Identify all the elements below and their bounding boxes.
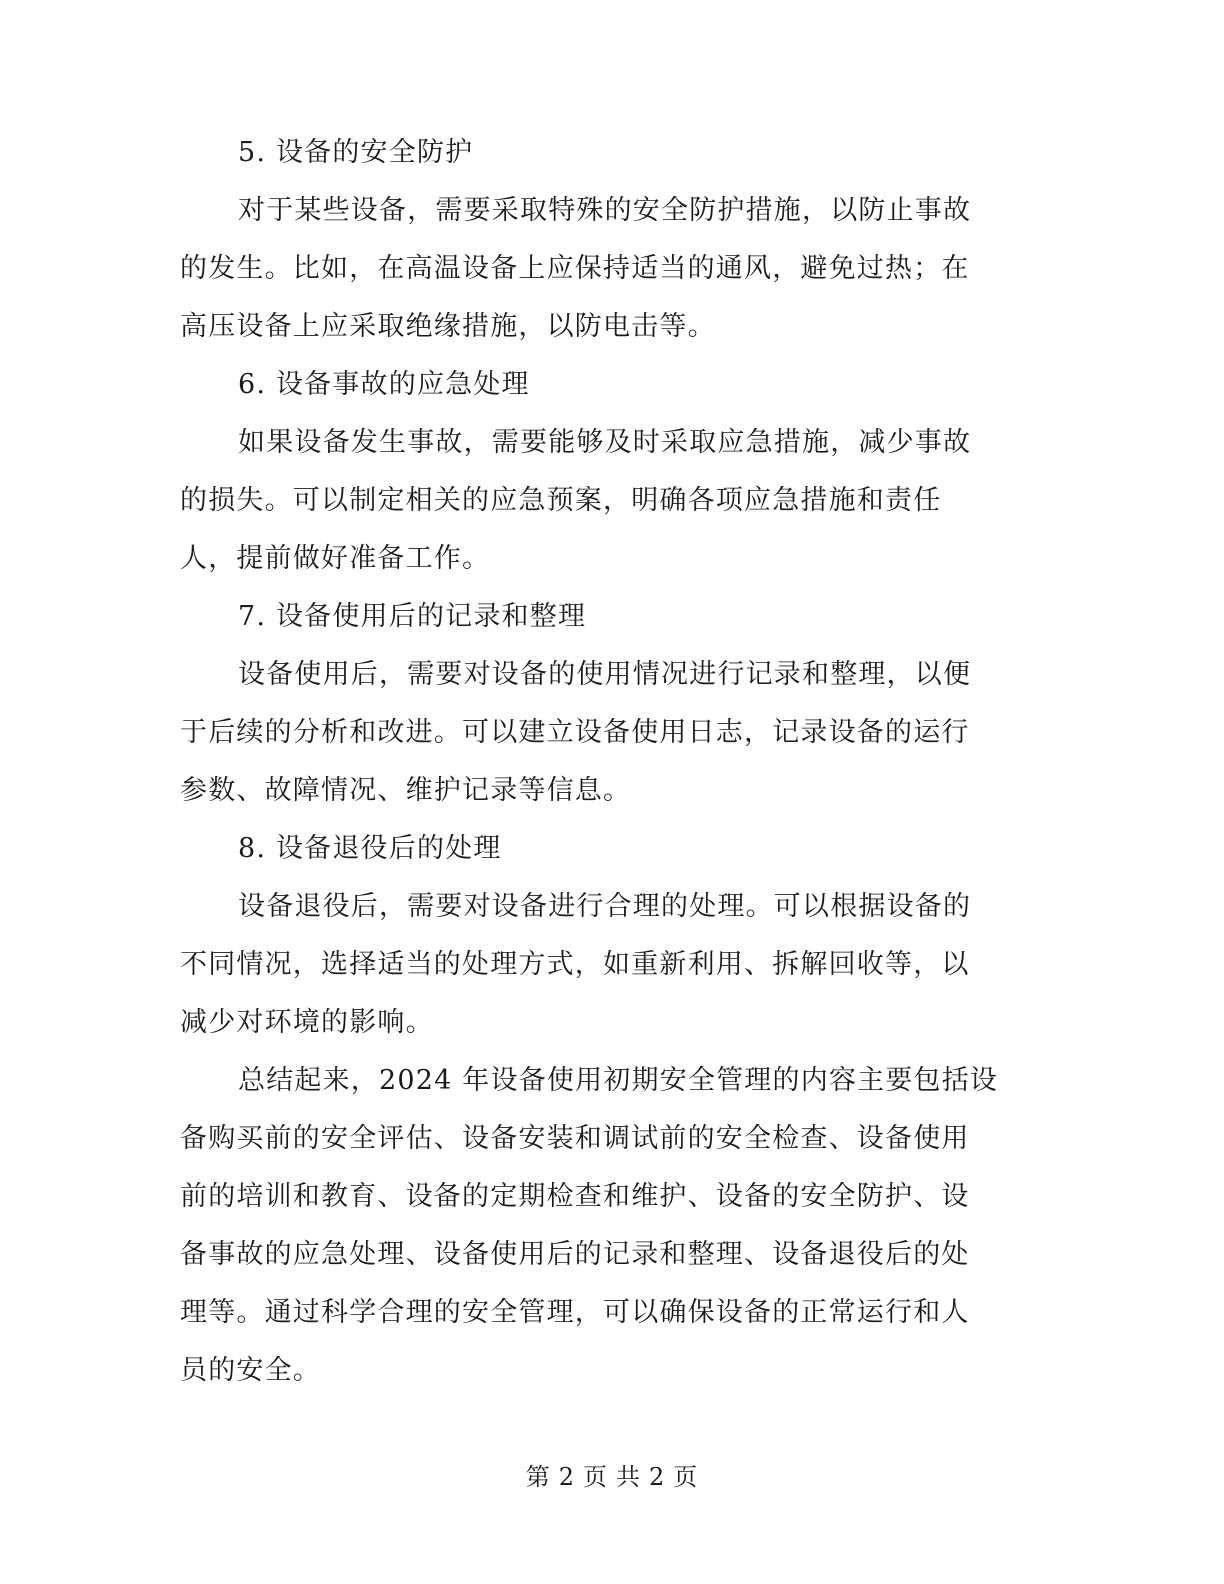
section-heading: 8. 设备退役后的处理 xyxy=(238,833,502,864)
paragraph-line: 不同情况，选择适当的处理方式，如重新利用、拆解回收等，以 xyxy=(180,949,970,980)
footer-suffix: 页 xyxy=(673,1463,699,1491)
paragraph-line: 减少对环境的影响。 xyxy=(180,1007,434,1038)
summary-line: 总结起来，2024 年设备使用初期安全管理的内容主要包括设 xyxy=(238,1065,999,1096)
paragraph-line: 的损失。可以制定相关的应急预案，明确各项应急措施和责任 xyxy=(180,485,942,516)
section-heading: 6. 设备事故的应急处理 xyxy=(238,369,530,400)
paragraph-line: 人，提前做好准备工作。 xyxy=(180,543,491,574)
page-footer xyxy=(0,1462,1224,1492)
paragraph-line: 高压设备上应采取绝缘措施，以防电击等。 xyxy=(180,311,716,342)
summary-line: 备购买前的安全评估、设备安装和调试前的安全检查、设备使用 xyxy=(180,1123,970,1154)
paragraph-line: 的发生。比如，在高温设备上应保持适当的通风，避免过热；在 xyxy=(180,253,970,284)
footer-page-word: 页 xyxy=(583,1463,608,1491)
paragraph-line: 如果设备发生事故，需要能够及时采取应急措施，减少事故 xyxy=(238,427,972,458)
footer-current-page: 2 xyxy=(558,1463,575,1491)
summary-line: 员的安全。 xyxy=(180,1355,321,1386)
summary-line: 理等。通过科学合理的安全管理，可以确保设备的正常运行和人 xyxy=(180,1297,970,1328)
footer-total-pages: 2 xyxy=(649,1463,666,1491)
section-heading: 7. 设备使用后的记录和整理 xyxy=(238,601,587,632)
footer-prefix: 第 xyxy=(525,1463,551,1491)
paragraph-line: 设备退役后，需要对设备进行合理的处理。可以根据设备的 xyxy=(238,891,972,922)
section-heading: 5. 设备的安全防护 xyxy=(238,137,474,168)
paragraph-line: 参数、故障情况、维护记录等信息。 xyxy=(180,775,632,806)
summary-line: 前的培训和教育、设备的定期检查和维护、设备的安全防护、设 xyxy=(180,1181,970,1212)
document-body xyxy=(180,124,1030,1400)
paragraph-line: 于后续的分析和改进。可以建立设备使用日志，记录设备的运行 xyxy=(180,717,970,748)
paragraph-line: 对于某些设备，需要采取特殊的安全防护措施，以防止事故 xyxy=(238,195,972,226)
paragraph-line: 设备使用后，需要对设备的使用情况进行记录和整理，以便 xyxy=(238,659,972,690)
summary-line: 备事故的应急处理、设备使用后的记录和整理、设备退役后的处 xyxy=(180,1239,970,1270)
footer-total-prefix: 共 xyxy=(616,1463,641,1491)
